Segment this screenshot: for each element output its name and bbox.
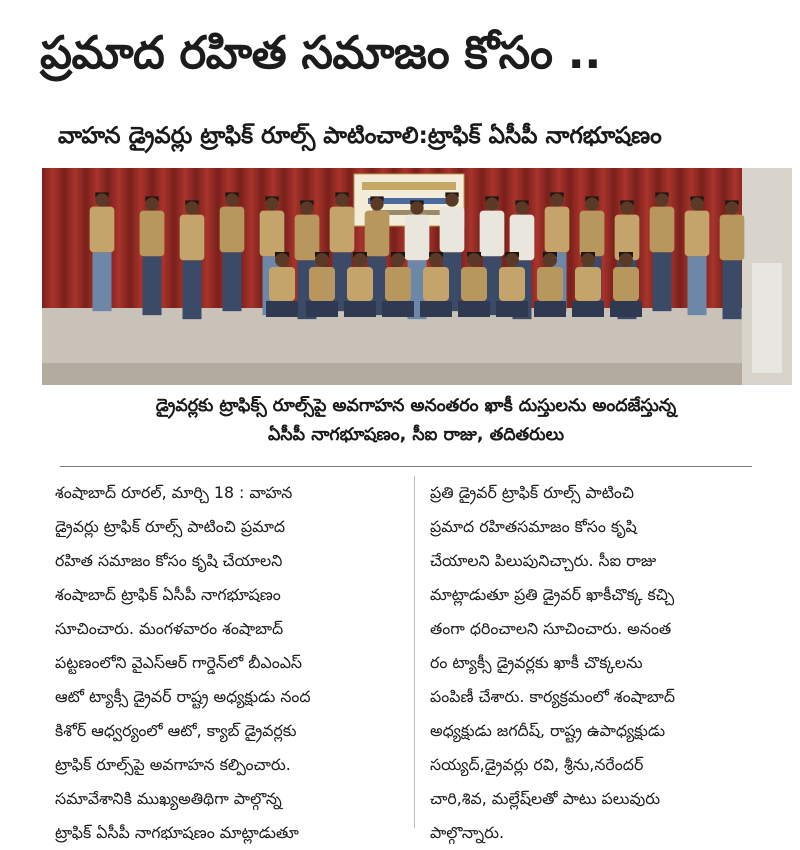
article-line: ఆటో ట్యాక్సీ డ్రైవర్ రాష్ట్ర అధ్యక్షుడు నంద: [55, 687, 311, 706]
person-figure: [180, 200, 205, 319]
article-line: పట్టణంలోని వైఎస్ఆర్ గార్డెన్‌లో బీఎంఎస్: [55, 653, 303, 672]
article-line: రహిత సమాజం కోసం కృషి చేయాలని: [55, 551, 283, 570]
person-figure: [220, 192, 245, 311]
person-figure: [720, 200, 745, 319]
article-line: ట్రాఫిక్ రూల్స్‌పై అవగాహన కల్పించారు.: [55, 755, 291, 774]
person-figure: [650, 192, 675, 311]
photo-caption: [56, 392, 776, 450]
article-line: ప్రమాద రహితసమాజం కోసం కృషి: [430, 517, 637, 536]
column-divider: [414, 476, 415, 828]
headline: ప్రమాద రహిత సమాజం కోసం ..: [40, 26, 601, 79]
group-photo-illustration: [42, 168, 792, 385]
group-photo: [42, 168, 792, 385]
article-line: సమావేశానికి ముఖ్యఅతిథిగా పాల్గొన్న: [55, 789, 282, 808]
person-figure: [140, 196, 165, 315]
article-column-right: [430, 476, 770, 850]
article-line: ట్రాఫిక్ ఏసీపీ నాగభూషణం మాట్లాడుతూ: [55, 823, 299, 842]
person-figure: [90, 192, 115, 311]
article-line: పాల్గొన్నారు.: [430, 823, 504, 842]
article-column-left: [55, 476, 395, 850]
person-figure: [685, 196, 710, 315]
article-line: సూచించారు. మంగళవారం శంషాబాద్: [55, 619, 284, 638]
article-line: శంషాబాద్ రూరల్, మార్చి 18 : వాహన: [55, 483, 293, 502]
article-line: చారి,శివ, మల్లేష్‌లతో పాటు పలువురు: [430, 789, 661, 808]
article-line: మాట్లాడుతూ ప్రతి డ్రైవర్ ఖాకీచొక్క కచ్చి: [430, 585, 675, 604]
subheadline: వాహన డ్రైవర్లు ట్రాఫిక్ రూల్స్ పాటించాలి:ట్రాఫిక్ ఏసీపీ నాగభూషణం: [58, 123, 662, 149]
caption-line: డ్రైవర్లకు ట్రాఫిక్స్ రూల్స్‌పై అవగాహన అనంతరం ఖాకీ దుస్తులను అందజేస్తున్న: [155, 396, 677, 416]
article-line: ప్రతి డ్రైవర్ ట్రాఫిక్ రూల్స్ పాటించి: [430, 483, 635, 502]
article-line: తంగా ధరించాలని సూచించారు. అనంత: [430, 619, 672, 638]
article-line: కిశోర్ ఆధ్వర్యంలో ఆటో, క్యాబ్ డ్రైవర్లకు: [55, 721, 297, 740]
article-line: పంపిణీ చేశారు. కార్యక్రమంలో శంషాబాద్: [430, 687, 675, 706]
caption-line: ఏసీపీ నాగభూషణం, సీఐ రాజు, తదితరులు: [267, 425, 565, 445]
article-line: రం ట్యాక్సీ డ్రైవర్లకు ఖాకీ చొక్కలను: [430, 653, 643, 672]
section-divider: [60, 466, 752, 467]
article-line: చేయాలని పిలుపునిచ్చారు. సీఐ రాజు: [430, 551, 657, 570]
article-line: సయ్యద్,డ్రైవర్లు రవి, శ్రీను,నరేందర్: [430, 755, 644, 774]
article-line: శంషాబాద్ ట్రాఫిక్ ఏసీపీ నాగభూషణం: [55, 585, 281, 604]
article-line: అధ్యక్షుడు జగదీష్, రాష్ట్ర ఉపాధ్యక్షుడు: [430, 721, 666, 740]
article-line: డ్రైవర్లు ట్రాఫిక్ రూల్స్ పాటించి ప్రమాద: [55, 517, 286, 536]
